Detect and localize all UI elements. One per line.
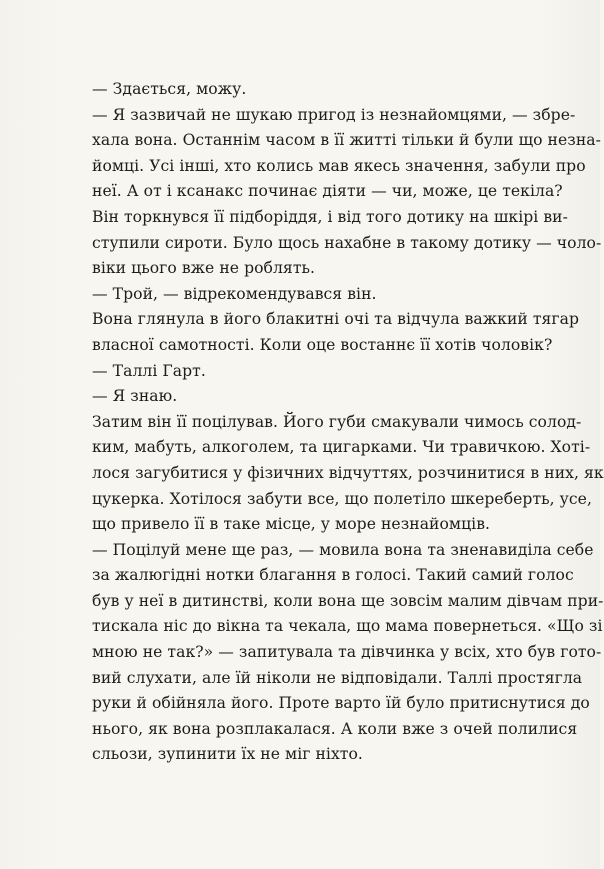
text-line-12: — Таллі Гарт. [92,361,206,380]
text-line-9: — Трой, — відрекомендувався він. [92,284,377,303]
text-line-5: неї. А от і ксанакс починає діяти — чи, може, це текіла? [92,182,563,201]
text-line-19: — Поцілуй мене ще раз, — мовила вона та зненавиділа себе [92,540,594,559]
text-line-4: йомці. Усі інші, хто колись мав якесь значення, забули про [92,156,586,175]
text-line-6: Він торкнувся її підборіддя, і від того дотику на шкірі ви- [92,207,568,226]
text-line-11: власної самотності. Коли оце востаннє її хотів чоловік? [92,335,553,354]
text-line-23: мною не так?» — запитувала та дівчинка у всіх, хто був гото- [92,643,602,662]
text-line-1: — Здається, можу. [92,80,247,98]
text-line-27: сльози, зупинити їх не міг ніхто. [92,745,363,764]
text-line-14: Затим він її поцілував. Його губи смакували чимось солод- [92,412,582,431]
text-line-10: Вона глянула в його блакитні очі та відчула важкий тягар [92,310,580,329]
text-line-20: за жалюгідні нотки благання в голосі. Такий самий голос [92,566,574,585]
text-line-24: вий слухати, але їй ніколи не відповідали. Таллі простягла [92,668,583,687]
text-line-22: тискала ніс до вікна та чекала, що мама повернеться. «Що зі [92,617,603,636]
text-line-18: що привело її в таке місце, у море незнайомців. [92,515,491,534]
text-line-26: нього, як вона розплакалася. А коли вже з очей полилися [92,719,578,738]
text-line-8: віки цього вже не роблять. [92,259,316,278]
text-line-21: був у неї в дитинстві, коли вона ще зовсім малим дівчам при- [92,591,604,610]
page-text [92,77,604,768]
text-line-25: руки й обійняла його. Проте варто їй було притиснутися до [92,694,590,713]
text-line-2: — Я зазвичай не шукаю пригод із незнайомцями, — збре- [92,105,576,124]
text-line-13: — Я знаю. [92,387,178,406]
text-line-3: хала вона. Останнім часом в її житті тільки й були що незна- [92,131,601,150]
text-line-15: ким, мабуть, алкоголем, та цигарками. Чи травичкою. Хоті- [92,438,591,457]
text-line-7: ступили сироти. Було щось нахабне в такому дотику — чоло- [92,233,602,252]
text-line-16: лося загубитися у фізичних відчуттях, розчинитися в них, як [92,463,604,482]
text-line-17: цукерка. Хотілося забути все, що полетіло шкереберть, усе, [92,489,592,508]
